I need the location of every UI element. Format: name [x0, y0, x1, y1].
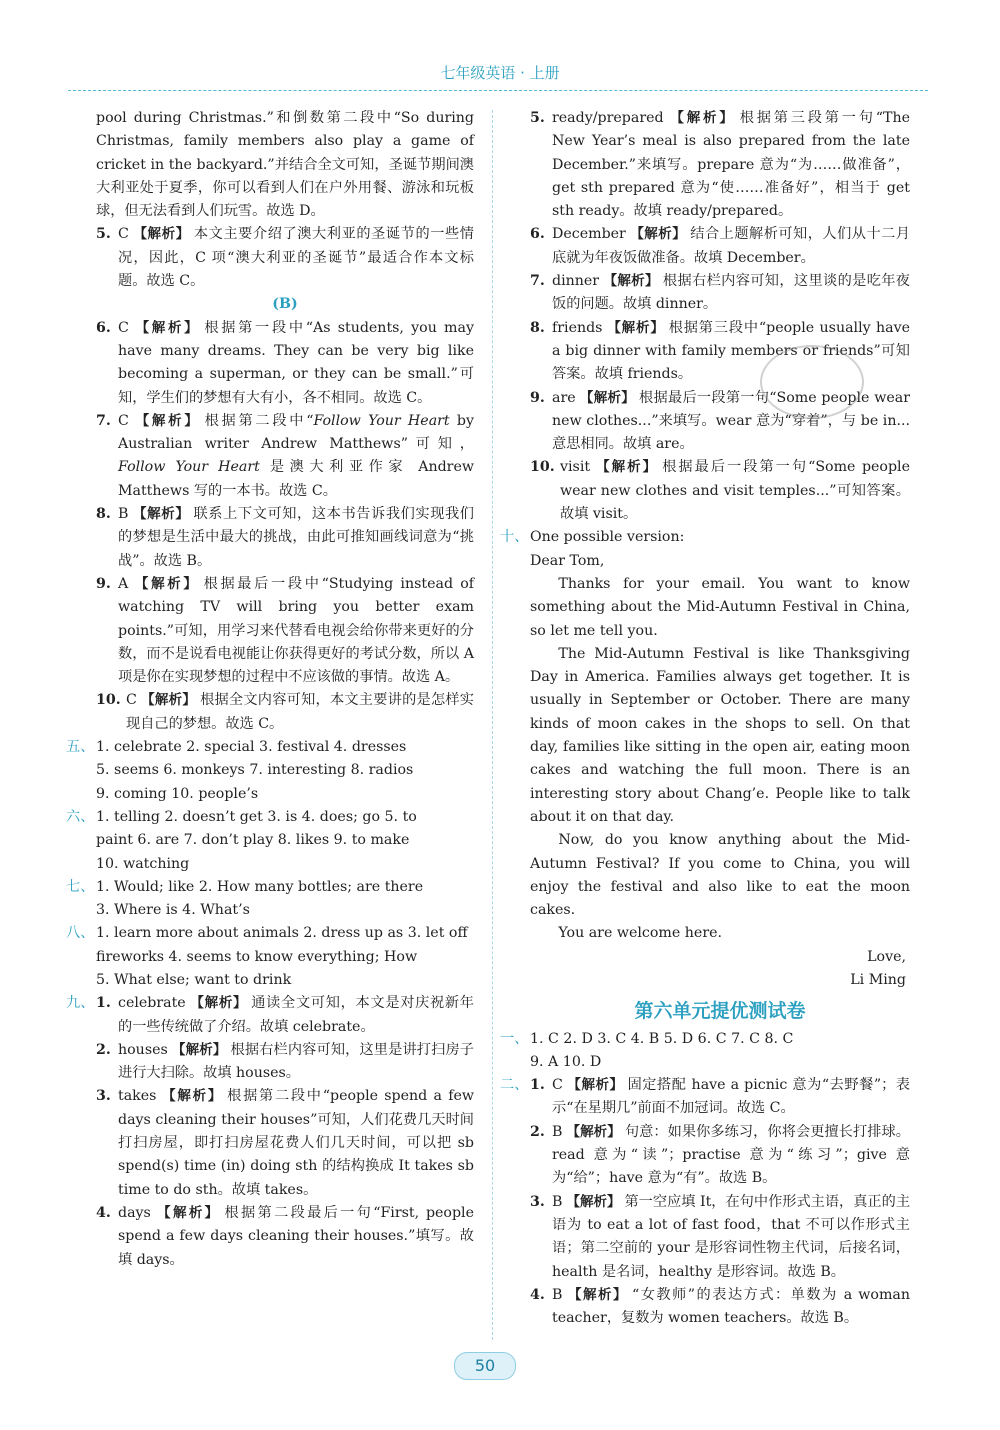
answer-continuation: pool during Christmas.”和倒数第二段中“So during Christmas, family members also play a game of cricket in the backyard.”并结合全文可知，圣诞节期间澳大利亚处于夏季，你可以看到人们在户外用餐、游泳和玩板球，但无法看到人们玩雪。故选 D。 — [96, 110, 474, 220]
section-9: 九、 1. celebrate 【解析】 通读全文可知，本文是对庆祝新年的一些传统做了介绍。故填 celebrate。 2. houses 【解析】 根据右栏内容可知，这里是讲打扫房子进行大扫除。故填 houses。 3. takes 【解析】 根据第二段中“people spend a few days cleaning their houses”可知，人们花费几天时间打扫房屋，即打扫房屋花费人们几天时间，可以把 sb spend(s) time (in) doing sth 的结构换成 It takes sb time to do sth。故填 takes。 4. days 【解析】 根据第二段最后一句“First, people spend a few days cleaning their houses.”填写。故填 days。 — [96, 992, 474, 1272]
section-7: 七、 1. Would; like 2. How many bottles; are there 3. Where is 4. What’s — [66, 878, 424, 919]
answer-item-9: 9. A 【解析】 根据最后一段中“Studying instead of watching TV will bring you better exam points.”可知，用学习来代替看电视会给你带来更好的分数，而不是说看电视能让你获得更好的考试分数，所以 A 项是你在实现梦想的过程中不应该做的事情。故选 A。 — [96, 575, 474, 686]
section-10: 十、 One possible version: — [500, 529, 685, 546]
column-divider — [492, 110, 493, 1340]
section-2-item-2: 2. B 【解析】 句意：如果你多练习，你将会更擅长打排球。read 意为“读”；practise 意为“练习”；give 意为“给”；have 意为“有”。故选 B。 — [530, 1123, 910, 1187]
answer-item-6: 6. C 【解析】 根据第一段中“As students, you may have many dreams. They can be very big like becoming a superman, or they can be small.”可知，学生们的梦想有大有小，各不相同。故选 C。 — [96, 319, 474, 406]
running-header: 七年级英语 · 上册 — [440, 64, 560, 82]
answer-item-r9: 9. are 【解析】 根据最后一段第一句“Some people wear new clothes...”来填写。wear 意为“穿着”，与 be in...意思相同。故填 are。 — [530, 389, 911, 453]
answer-item-r10: 10. visit 【解析】 根据最后一段第一句“Some people wear new clothes and visit temples...”可知答案。故填 visit。 — [530, 459, 910, 523]
answer-item-5: 5. C 【解析】 本文主要介绍了澳大利亚的圣诞节的一些情况，因此，C 项“澳大利亚的圣诞节”最适合作本文标题。故选 C。 — [96, 226, 474, 290]
section-9-item-4: 4. days 【解析】 根据第二段最后一句“First, people spend a few days cleaning their houses.”填写。故填 days。 — [96, 1204, 474, 1268]
section-1: 一、 1. C 2. D 3. C 4. B 5. D 6. C 7. C 8. C 9. A 10. D — [500, 1030, 794, 1070]
section-9-item-3: 3. takes 【解析】 根据第二段中“people spend a few days cleaning their houses”可知，人们花费几天时间打扫房屋，即打扫房屋花费人们几天时间，可以把 sb spend(s) time (in) doing sth 的结构换成 It takes sb time to do sth。故填 takes。 — [96, 1088, 475, 1198]
answer-item-r8: 8. friends 【解析】 根据第三段中“people usually have a big dinner with family members or friends”可知答案。故填 friends。 — [530, 319, 911, 383]
section-9-item-2: 2. houses 【解析】 根据右栏内容可知，这里是讲打扫房子进行大扫除。故填 houses。 — [96, 1041, 474, 1082]
answer-item-r6: 6. December 【解析】 结合上题解析可知，人们从十二月底就为年夜饭做准备。故填 December。 — [530, 226, 910, 266]
section-2-item-3: 3. B 【解析】 第一空应填 It，在句中作形式主语，真正的主语为 to eat a lot of fast food，that 不可以作形式主语；第二空前的 your 是形容词性物主代词，后接名词，health 是名词，healthy 是形容词。故选 B。 — [530, 1193, 911, 1280]
header-rule — [68, 90, 928, 91]
answer-item-8: 8. B 【解析】 联系上下文可知，这本书告诉我们实现我们的梦想是生活中最大的挑战，由此可推知画线词意为“挑战”。故选 B。 — [96, 506, 474, 569]
answer-item-r5: 5. ready/prepared 【解析】 根据第三段第一句“The New Year’s meal is also prepared from the late December.”来填写。prepare 意为“为……做准备”，get sth prepared 意为“使……准备好”，相当于 get sth ready。故填 ready/prepared。 — [530, 110, 910, 220]
answer-item-r7: 7. dinner 【解析】 根据右栏内容可知，这里谈的是吃年夜饭的问题。故填 dinner。 — [530, 273, 910, 313]
model-essay: Dear Tom, Thanks for your email. You want to know something about the Mid-Autumn Festival in China, so let me tell you. The Mid-Autumn Festival is like Thanksgiving Day in America. Families always get together. It is usually in September or October. There are many kinds of moon cakes in the shops to sell. On that day, families like sitting in the open air, eating moon cakes and watching the full moon. There is an interesting story about Chang’e. People like to talk about it on that day. Now, do you know anything about the Mid-Autumn Festival? If you come to China, you will enjoy the festival and also like to eat the moon cakes. You are welcome here. Love, Li Ming — [530, 552, 910, 988]
section-b-heading: (B) — [272, 296, 298, 313]
section-5: 五、 1. celebrate 2. special 3. festival 4. dresses 5. seems 6. monkeys 7. interesting 8. radios 9. coming 10. people’s — [66, 739, 414, 802]
section-9-item-1: 1. celebrate 【解析】 通读全文可知，本文是对庆祝新年的一些传统做了介绍。故填 celebrate。 — [96, 995, 474, 1035]
section-2: 二、 1. C 【解析】 固定搭配 have a picnic 意为“去野餐”；表示“在星期几”前面不加冠词。故选 C。 2. B 【解析】 句意：如果你多练习，你将会更擅长打排球。read 意为“读”；practise 意为“练习”；give 意为“给”；have 意为“有”。故选 B。 3. B 【解析】 第一空应填 It，在句中作形式主语，真正的主语为 to eat a lot of fast food，that 不可以作形式主语；第二空前的 your 是形容词性物主代词，后接名词，health 是名词，healthy 是形容词。故选 B。 4. B 【解析】 “女教师”的表达方式：单数为 a woman teacher，复数为 women teachers。故选 B。 — [530, 1074, 910, 1330]
unit-title: 第六单元提优测试卷 — [634, 1000, 806, 1023]
watermark-stamp — [760, 345, 864, 419]
left-column — [66, 107, 475, 1272]
answer-item-7: 7. C 【解析】 根据第二段中“Follow Your Heart by Australian writer Andrew Matthews”可知，Follow Your Heart 是澳大利亚作家 Andrew Matthews 写的一本书。故选 C。 — [96, 412, 474, 499]
section-8: 八、 1. learn more about animals 2. dress up as 3. let off fireworks 4. seems to know everything; How 5. What else; want to drink — [66, 925, 468, 988]
page-number: 50 — [454, 1352, 516, 1380]
answer-item-10: 10. C 【解析】 根据全文内容可知，本文主要讲的是怎样实现自己的梦想。故选 C。 — [96, 692, 474, 732]
section-2-item-1: 1. C 【解析】 固定搭配 have a picnic 意为“去野餐”；表示“在星期几”前面不加冠词。故选 C。 — [530, 1077, 910, 1117]
section-6: 六、 1. telling 2. doesn’t get 3. is 4. does; go 5. to paint 6. are 7. don’t play 8. likes 9. to make 10. watching — [66, 808, 417, 872]
right-column — [500, 107, 911, 1330]
section-2-item-4: 4. B 【解析】 “女教师”的表达方式：单数为 a woman teacher，复数为 women teachers。故选 B。 — [530, 1286, 910, 1327]
